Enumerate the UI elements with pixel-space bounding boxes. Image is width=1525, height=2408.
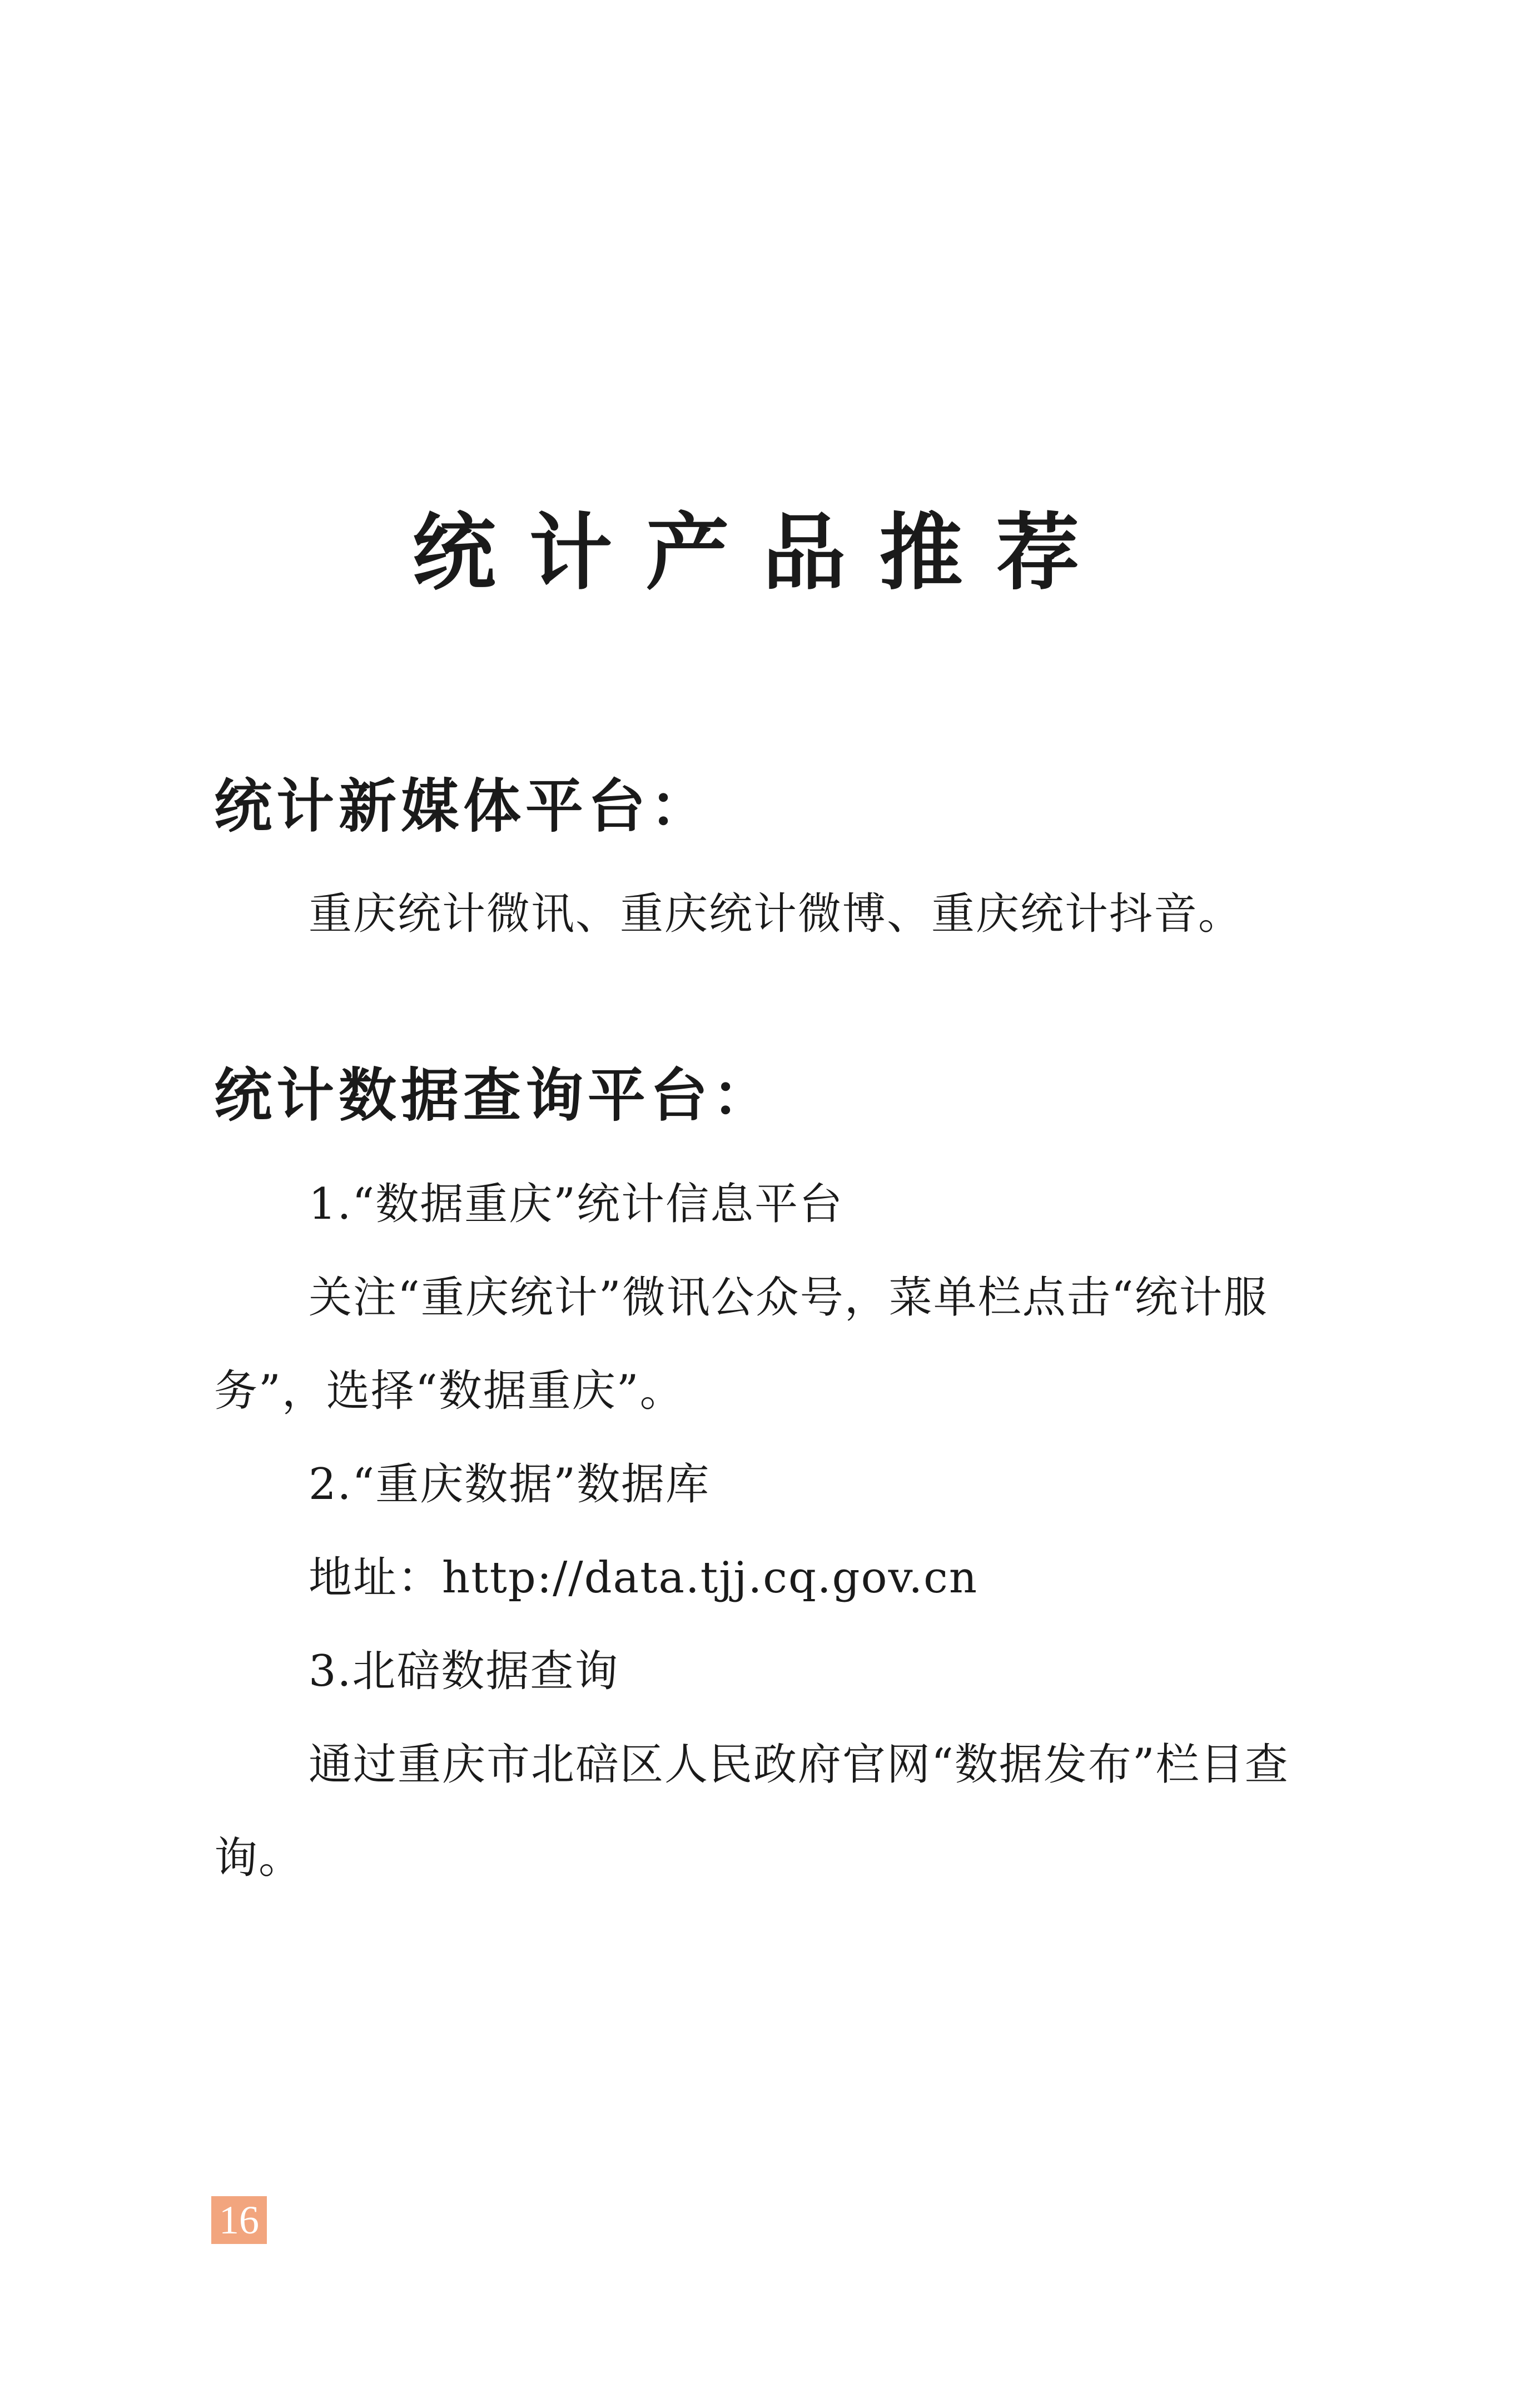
section-heading-new-media: 统计新媒体平台： <box>214 772 713 840</box>
page-number: 16 <box>211 2196 267 2244</box>
new-media-content: 重庆统计微讯、重庆统计微博、重庆统计抖音。 <box>309 889 1243 939</box>
item2-title: 2.“重庆数据”数据库 <box>309 1459 711 1510</box>
item1-description: 关注“重庆统计”微讯公众号，菜单栏点击“统计服务”，选择“数据重庆”。 <box>214 1273 1268 1416</box>
item1-title: 1.“数据重庆”统计信息平台 <box>309 1179 844 1229</box>
item3-title: 3.北碚数据查询 <box>309 1646 619 1696</box>
section-heading-data-query: 统计数据查询平台： <box>214 1061 775 1129</box>
page-title: 统计产品推荐 <box>412 505 1113 602</box>
item2-address: 地址：http://data.tjj.cq.gov.cn <box>309 1553 978 1603</box>
item3-description: 通过重庆市北碚区人民政府官网“数据发布”栏目查询。 <box>214 1740 1289 1883</box>
